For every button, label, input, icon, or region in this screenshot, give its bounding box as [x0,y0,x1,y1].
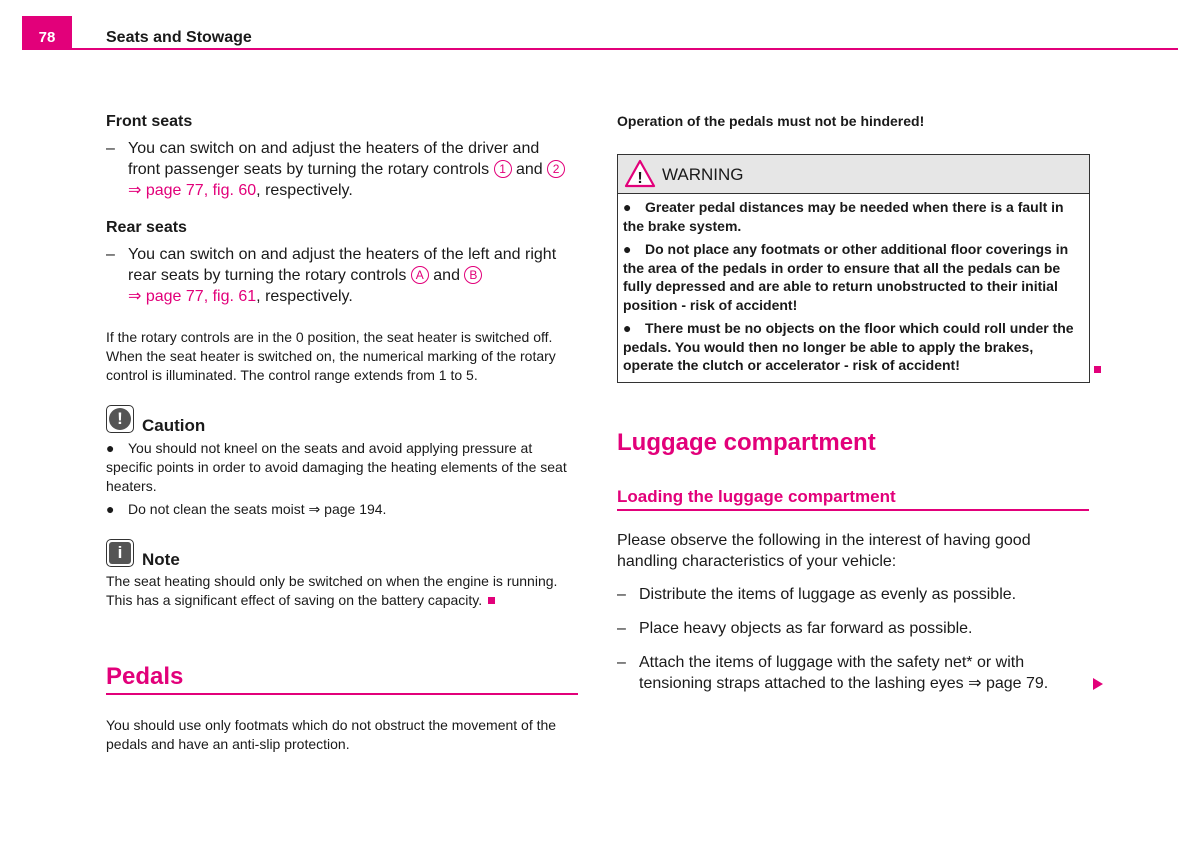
front-seats-item [106,138,586,201]
rear-seats-item [106,244,586,307]
svg-text:!: ! [637,170,643,187]
pedals-intro: Operation of the pedals must not be hindered! [617,113,925,129]
page-ref-link[interactable]: ⇒ page 77, fig. 60 [128,182,257,199]
bullet-icon: ● [106,440,115,456]
warning-body [623,198,1085,375]
warning-triangle-icon [624,159,656,188]
pedals-title: Pedals [106,663,184,690]
dash-marker: – [617,654,626,671]
info-line: If the rotary controls are in the 0 position, the seat heater is switched off. [106,329,553,345]
luggage-intro: Please observe the following in the interest of having good handling characteristics of your vehicle: [617,532,1031,570]
warning-bullet-3: ● There must be no objects on the floor which could roll under the pedals. You would then no longer be able to apply the brakes, operate the clutch or accelerator - risk of accident! [623,320,1074,373]
luggage-subtitle-rule [617,509,1089,511]
warning-bullet-2: ● Do not place any footmats or other additional floor coverings in the area of the pedals in order to ensure that all the pedals can be fully depressed and are able to return unobstructed to their initial position - risk of accident! [623,241,1069,313]
info-paragraph [106,328,586,385]
caution-bullet-1: ● You should not kneel on the seats and avoid applying pressure at specific points in order to avoid damaging the heating elements of the seat heaters. [106,440,567,494]
control-b-marker: B [464,266,482,284]
front-seats-heading: Front seats [106,113,193,130]
front-seats-line2: front passenger seats by turning the rotary controls [128,161,490,178]
note-title: Note [142,550,180,569]
caution-icon: ! [106,405,134,433]
dash-marker: – [617,586,626,603]
warning-title: WARNING [662,165,744,184]
header-rule [22,48,1178,50]
and-word: and [433,267,460,284]
caution-title: Caution [142,416,206,435]
bullet-icon: ● [623,199,632,215]
pedals-text: You should use only footmats which do not obstruct the movement of the pedals and have an anti-slip protection. [106,717,557,752]
front-seats-line1: You can switch on and adjust the heaters of the driver and [128,140,540,157]
luggage-item-3: – Attach the items of luggage with the safety net* or with tensioning straps attached to the lashing eyes ⇒ page 79. [617,654,1049,692]
control-2-marker: 2 [547,160,565,178]
page-number: 78 [38,29,56,46]
end-marker-icon [488,597,495,604]
luggage-subtitle: Loading the luggage compartment [617,487,896,506]
rear-seats-heading: Rear seats [106,219,187,236]
luggage-item-2: – Place heavy objects as far forward as possible. [617,620,973,637]
control-1-marker: 1 [494,160,512,178]
caution-bullet-2: ● Do not clean the seats moist ⇒ page 194. [106,501,387,517]
bullet-icon: ● [623,320,632,336]
dash-marker: – [617,620,626,637]
note-icon: i [106,539,134,567]
luggage-title: Luggage compartment [617,429,876,456]
ref-suffix: , respectively. [256,182,353,199]
dash-marker: – [106,140,115,157]
page-ref-link[interactable]: ⇒ page 77, fig. 61 [128,288,257,305]
control-a-marker: A [411,266,429,284]
info-line: When the seat heater is switched on, the numerical marking of the rotary [106,348,556,364]
and-word: and [515,161,543,178]
bullet-icon: ● [106,501,115,517]
continue-arrow-icon[interactable] [1092,677,1104,691]
bullet-icon: ● [623,241,632,257]
caution-bullets [106,439,586,519]
info-line: control is illuminated. The control range extends from 1 to 5. [106,367,478,383]
luggage-item-1: – Distribute the items of luggage as evenly as possible. [617,586,1017,603]
ref-suffix: , respectively. [256,288,353,305]
end-marker-icon [1094,366,1101,373]
note-text: The seat heating should only be switched on when the engine is running. This has a significant effect of saving on the battery capacity. [106,573,558,608]
dash-marker: – [106,246,115,263]
header-title: Seats and Stowage [106,29,252,46]
pedals-rule [106,693,578,695]
rear-seats-line2: rear seats by turning the rotary controls [128,267,407,284]
warning-bullet-1: ● Greater pedal distances may be needed when there is a fault in the brake system. [623,199,1064,234]
rear-seats-line1: You can switch on and adjust the heaters of the left and right [128,246,557,263]
